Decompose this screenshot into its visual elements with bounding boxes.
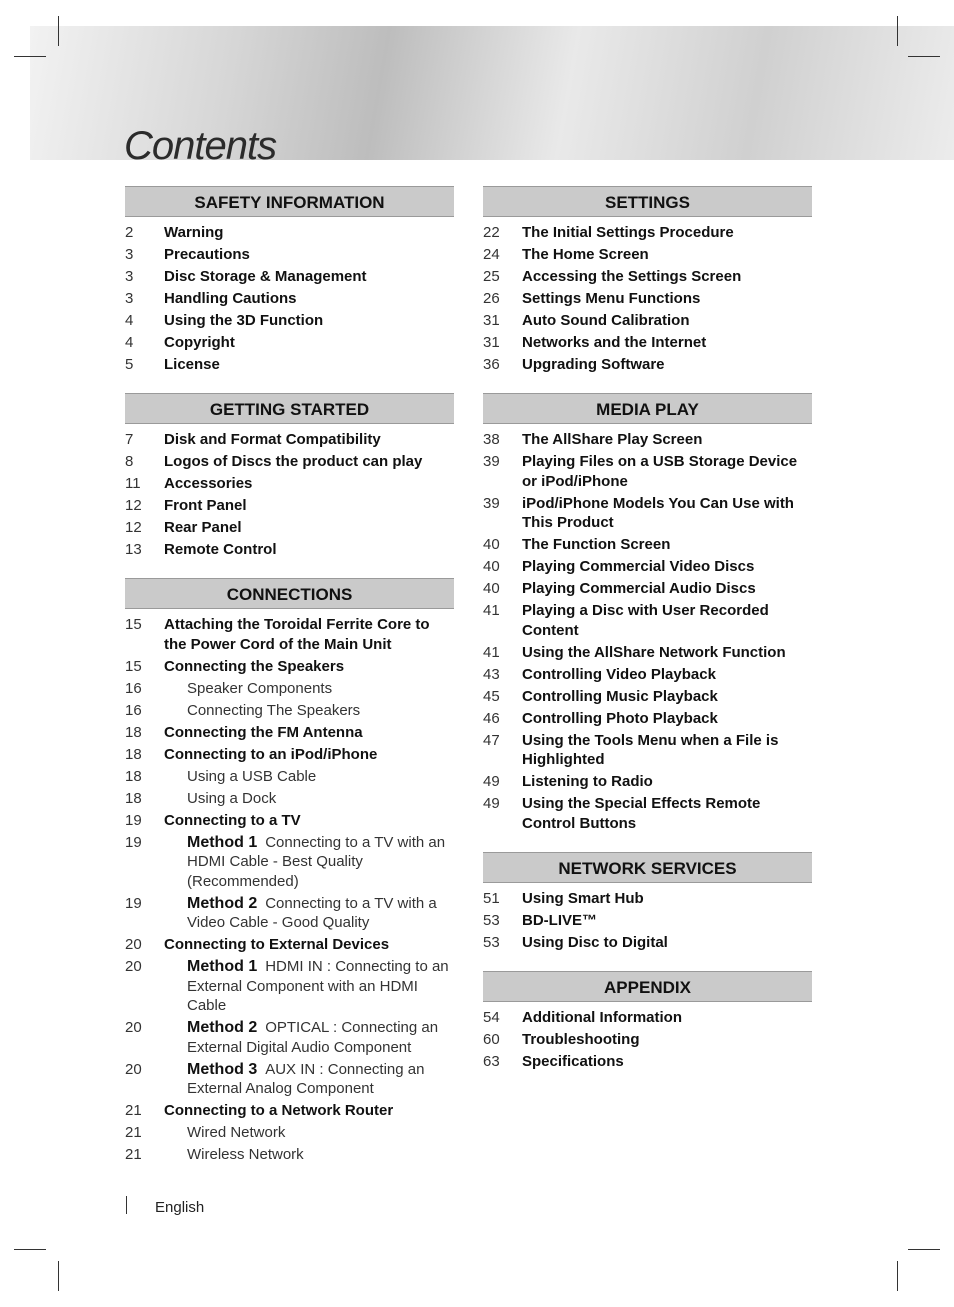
toc-entry xyxy=(125,430,454,450)
entry-title xyxy=(522,1030,812,1050)
page-number: 21 xyxy=(125,1102,142,1119)
crop-mark xyxy=(58,16,59,46)
entry-title xyxy=(522,794,812,833)
footer-divider xyxy=(126,1196,127,1214)
toc-entry xyxy=(483,267,812,287)
page-number: 21 xyxy=(125,1146,142,1163)
section-heading: MEDIA PLAY xyxy=(483,393,812,424)
page-number: 51 xyxy=(483,889,500,907)
entry-title xyxy=(164,333,454,353)
entry-title xyxy=(522,355,812,375)
entry-text: Auto Sound Calibration xyxy=(522,312,690,329)
toc-entry xyxy=(125,723,454,743)
entry-text: The Home Screen xyxy=(522,246,649,263)
entry-text: Using the Special Effects Remote Control Buttons xyxy=(522,795,761,832)
entry-text: Troubleshooting xyxy=(522,1030,640,1048)
page-number: 13 xyxy=(125,541,142,558)
toc-entry xyxy=(483,794,812,833)
page-number: 31 xyxy=(483,334,500,351)
page-number: 15 xyxy=(125,616,142,633)
page-number: 16 xyxy=(125,701,142,719)
toc-entry xyxy=(483,709,812,729)
method-label: Method 1 xyxy=(187,833,258,851)
section-heading: GETTING STARTED xyxy=(125,393,454,424)
entry-text: The AllShare Play Screen xyxy=(522,431,703,448)
entry-title xyxy=(164,540,454,560)
entry-text: Settings Menu Functions xyxy=(522,290,701,307)
entry-text: Wired Network xyxy=(187,1124,286,1141)
toc-entry xyxy=(483,535,812,555)
entry-text: Connecting to a TV xyxy=(164,811,301,829)
entry-title xyxy=(522,933,812,953)
toc-entry xyxy=(483,557,812,577)
section-safety-information xyxy=(125,186,454,393)
entry-text: Specifications xyxy=(522,1052,624,1070)
entry-text: Using Smart Hub xyxy=(522,889,644,907)
page-number: 21 xyxy=(125,1124,142,1141)
toc-entry xyxy=(125,540,454,560)
toc-list xyxy=(483,424,812,833)
toc-entry xyxy=(483,223,812,243)
toc-entry xyxy=(125,935,454,955)
page-number: 47 xyxy=(483,731,500,749)
entry-title xyxy=(164,518,454,538)
method-label: Method 3 xyxy=(187,1060,258,1078)
section-heading: APPENDIX xyxy=(483,971,812,1002)
entry-text: Controlling Photo Playback xyxy=(522,709,718,727)
page-number: 40 xyxy=(483,536,500,553)
entry-title xyxy=(164,496,454,516)
entry-text: The Initial Settings Procedure xyxy=(522,224,734,241)
toc-entry xyxy=(483,1008,812,1028)
toc-entry xyxy=(483,772,812,792)
crop-mark xyxy=(58,1261,59,1291)
toc-column-left xyxy=(125,186,454,1167)
toc-entry xyxy=(125,452,454,472)
entry-title xyxy=(522,452,812,491)
entry-text: Disk and Format Compatibility xyxy=(164,431,381,448)
entry-title xyxy=(522,535,812,555)
page-number: 53 xyxy=(483,911,500,929)
section-settings xyxy=(483,186,812,393)
entry-text: Playing Commercial Audio Discs xyxy=(522,580,756,597)
method-label: Method 2 xyxy=(187,894,258,912)
entry-text: Connecting The Speakers xyxy=(187,701,361,719)
section-heading: NETWORK SERVICES xyxy=(483,852,812,883)
page-number: 20 xyxy=(125,1060,142,1078)
entry-text: Connecting to a Network Router xyxy=(164,1102,394,1119)
crop-mark xyxy=(908,56,940,57)
toc-entry xyxy=(483,579,812,599)
section-appendix xyxy=(483,971,812,1072)
page-number: 40 xyxy=(483,558,500,575)
entry-title xyxy=(164,811,454,831)
entry-title xyxy=(522,772,812,792)
toc-entry xyxy=(125,679,454,699)
toc-entry xyxy=(483,289,812,309)
page-number: 20 xyxy=(125,936,142,953)
page-number: 12 xyxy=(125,497,142,514)
page-number: 4 xyxy=(125,334,134,351)
entry-text: AUX IN : Connecting an External Analog Component xyxy=(187,1060,425,1097)
toc-list xyxy=(483,883,812,953)
entry-text: Warning xyxy=(164,224,224,241)
toc-entry xyxy=(483,731,812,770)
entry-text: Playing Commercial Video Discs xyxy=(522,558,755,575)
toc-entry xyxy=(483,494,812,533)
page-number: 49 xyxy=(483,773,500,790)
page-number: 2 xyxy=(125,224,134,241)
entry-title xyxy=(522,557,812,577)
toc-entry xyxy=(125,518,454,538)
page-number: 26 xyxy=(483,290,500,307)
crop-mark xyxy=(908,1249,940,1250)
method-label: Method 2 xyxy=(187,1019,258,1036)
toc-entry xyxy=(125,267,454,287)
entry-title xyxy=(522,311,812,331)
entry-title xyxy=(164,789,454,809)
page-number: 18 xyxy=(125,745,142,763)
entry-title xyxy=(164,1060,454,1099)
page-number: 4 xyxy=(125,312,134,329)
toc-list xyxy=(125,424,454,560)
page-number: 41 xyxy=(483,643,500,661)
page-number: 43 xyxy=(483,665,500,683)
entry-title xyxy=(164,745,454,765)
entry-title xyxy=(164,430,454,450)
section-getting-started xyxy=(125,393,454,578)
toc-list xyxy=(125,609,454,1165)
crop-mark xyxy=(897,16,898,46)
entry-title xyxy=(164,311,454,331)
page-number: 39 xyxy=(483,494,500,512)
toc-entry xyxy=(125,289,454,309)
page-title: Contents xyxy=(124,124,277,168)
toc-entry xyxy=(125,355,454,375)
page-number: 3 xyxy=(125,246,134,263)
entry-title xyxy=(522,911,812,931)
entry-text: Using Disc to Digital xyxy=(522,933,668,951)
page-number: 53 xyxy=(483,933,500,951)
toc-entry xyxy=(125,701,454,721)
entry-text: Precautions xyxy=(164,246,250,263)
entry-text: Listening to Radio xyxy=(522,773,653,790)
entry-title xyxy=(164,657,454,677)
page-number: 15 xyxy=(125,657,142,675)
toc-entry xyxy=(125,894,454,933)
entry-text: Connecting the Speakers xyxy=(164,657,345,675)
page-number: 12 xyxy=(125,519,142,536)
entry-text: Handling Cautions xyxy=(164,290,297,307)
page-number: 8 xyxy=(125,453,134,470)
page-number: 22 xyxy=(483,224,500,241)
entry-title xyxy=(164,245,454,265)
entry-text: iPod/iPhone Models You Can Use with This Product xyxy=(522,494,794,531)
toc-entry xyxy=(483,245,812,265)
entry-title xyxy=(164,267,454,287)
toc-list xyxy=(483,217,812,375)
toc-entry xyxy=(125,1123,454,1143)
entry-title xyxy=(164,615,454,654)
entry-title xyxy=(164,1101,454,1121)
toc-entry xyxy=(483,889,812,909)
toc-entry xyxy=(125,311,454,331)
entry-title xyxy=(522,643,812,663)
entry-title xyxy=(164,474,454,494)
entry-text: Connecting to a TV with an HDMI Cable - Best Quality (Recommended) xyxy=(187,833,446,890)
toc-entry xyxy=(483,355,812,375)
entry-title xyxy=(522,731,812,770)
entry-title xyxy=(164,935,454,955)
entry-title xyxy=(522,665,812,685)
page-number: 19 xyxy=(125,811,142,829)
entry-title xyxy=(522,601,812,640)
page-number: 5 xyxy=(125,356,134,373)
footer-language: English xyxy=(155,1199,205,1216)
entry-text: License xyxy=(164,356,220,373)
page-number: 20 xyxy=(125,958,142,975)
entry-title xyxy=(522,687,812,707)
entry-text: Upgrading Software xyxy=(522,356,665,373)
page-number: 46 xyxy=(483,709,500,727)
entry-title xyxy=(522,709,812,729)
toc-entry xyxy=(125,474,454,494)
entry-title xyxy=(522,1052,812,1072)
entry-text: The Function Screen xyxy=(522,536,671,553)
page-number: 7 xyxy=(125,431,134,448)
page-number: 3 xyxy=(125,290,134,307)
section-heading: SAFETY INFORMATION xyxy=(125,186,454,217)
section-heading: CONNECTIONS xyxy=(125,578,454,609)
entry-text: Controlling Music Playback xyxy=(522,687,718,705)
entry-text: Using a Dock xyxy=(187,789,277,807)
entry-text: Playing Files on a USB Storage Device or iPod/iPhone xyxy=(522,453,798,490)
toc-entry xyxy=(125,496,454,516)
entry-text: Rear Panel xyxy=(164,519,242,536)
entry-title xyxy=(164,355,454,375)
entry-text: Using the 3D Function xyxy=(164,312,324,329)
entry-title xyxy=(164,833,454,892)
entry-text: Logos of Discs the product can play xyxy=(164,453,423,470)
entry-title xyxy=(164,452,454,472)
entry-title xyxy=(164,223,454,243)
entry-title xyxy=(522,245,812,265)
entry-title xyxy=(164,701,454,721)
entry-title xyxy=(522,1008,812,1028)
toc-entry xyxy=(483,911,812,931)
entry-text: Copyright xyxy=(164,334,235,351)
entry-title xyxy=(522,889,812,909)
page-number: 20 xyxy=(125,1019,142,1036)
entry-text: Using a USB Cable xyxy=(187,767,317,785)
entry-text: Connecting to External Devices xyxy=(164,936,390,953)
page-number: 18 xyxy=(125,789,142,807)
page-number: 49 xyxy=(483,795,500,812)
toc-list xyxy=(483,1002,812,1072)
toc-entry xyxy=(125,957,454,1016)
entry-text: HDMI IN : Connecting to an External Component with an HDMI Cable xyxy=(187,958,449,1014)
page-number: 39 xyxy=(483,453,500,470)
toc-entry xyxy=(125,1018,454,1057)
entry-title xyxy=(522,430,812,450)
toc-entry xyxy=(125,657,454,677)
entry-title xyxy=(164,679,454,699)
toc-entry xyxy=(483,1052,812,1072)
entry-title xyxy=(164,289,454,309)
page-number: 19 xyxy=(125,894,142,912)
page-number: 63 xyxy=(483,1052,500,1070)
page-number: 3 xyxy=(125,268,134,285)
toc-entry xyxy=(125,1145,454,1165)
page-number: 60 xyxy=(483,1030,500,1048)
toc-column-right xyxy=(483,186,812,1074)
toc-entry xyxy=(483,643,812,663)
entry-title xyxy=(164,1123,454,1143)
entry-title xyxy=(522,289,812,309)
page-number: 54 xyxy=(483,1008,500,1026)
page-number: 18 xyxy=(125,723,142,741)
toc-entry xyxy=(483,1030,812,1050)
toc-entry xyxy=(483,452,812,491)
method-label: Method 1 xyxy=(187,958,258,975)
toc-entry xyxy=(125,245,454,265)
entry-text: Accessing the Settings Screen xyxy=(522,268,742,285)
entry-text: Front Panel xyxy=(164,497,247,514)
entry-title xyxy=(164,723,454,743)
toc-entry xyxy=(125,811,454,831)
section-connections xyxy=(125,578,454,1165)
entry-title xyxy=(522,223,812,243)
page-number: 24 xyxy=(483,246,500,263)
page-number: 19 xyxy=(125,833,142,851)
page-number: 41 xyxy=(483,602,500,619)
page-number: 36 xyxy=(483,356,500,373)
section-network-services xyxy=(483,852,812,971)
entry-text: Connecting to a TV with a Video Cable - Good Quality xyxy=(187,894,437,931)
page-number: 38 xyxy=(483,431,500,448)
crop-mark xyxy=(14,56,46,57)
toc-entry xyxy=(483,601,812,640)
entry-text: Connecting the FM Antenna xyxy=(164,723,363,741)
entry-title xyxy=(164,767,454,787)
toc-entry xyxy=(125,789,454,809)
toc-entry xyxy=(483,311,812,331)
toc-entry xyxy=(483,665,812,685)
entry-text: Accessories xyxy=(164,475,253,492)
entry-title xyxy=(164,1018,454,1057)
toc-entry xyxy=(125,1060,454,1099)
crop-mark xyxy=(14,1249,46,1250)
entry-title xyxy=(164,894,454,933)
entry-text: Additional Information xyxy=(522,1008,682,1026)
toc-entry xyxy=(483,333,812,353)
section-heading: SETTINGS xyxy=(483,186,812,217)
page-number: 25 xyxy=(483,268,500,285)
entry-text: Disc Storage & Management xyxy=(164,268,367,285)
toc-entry xyxy=(125,745,454,765)
section-media-play xyxy=(483,393,812,852)
entry-title xyxy=(164,1145,454,1165)
page-number: 11 xyxy=(125,475,141,492)
toc-entry xyxy=(483,933,812,953)
toc-entry xyxy=(483,430,812,450)
toc-entry xyxy=(483,687,812,707)
entry-text: Wireless Network xyxy=(187,1146,304,1163)
entry-text: Controlling Video Playback xyxy=(522,665,716,683)
entry-text: Connecting to an iPod/iPhone xyxy=(164,745,378,763)
page-number: 40 xyxy=(483,580,500,597)
entry-text: BD-LIVE™ xyxy=(522,911,597,929)
page-number: 16 xyxy=(125,679,142,697)
toc-entry xyxy=(125,333,454,353)
page-number: 45 xyxy=(483,687,500,705)
toc-entry xyxy=(125,767,454,787)
crop-mark xyxy=(897,1261,898,1291)
toc-entry xyxy=(125,1101,454,1121)
entry-text: Playing a Disc with User Recorded Content xyxy=(522,602,769,639)
entry-text: OPTICAL : Connecting an External Digital Audio Component xyxy=(187,1019,439,1056)
entry-text: Speaker Components xyxy=(187,679,333,697)
entry-text: Using the AllShare Network Function xyxy=(522,643,786,661)
toc-entry xyxy=(125,833,454,892)
entry-text: Remote Control xyxy=(164,541,277,558)
entry-title xyxy=(522,579,812,599)
entry-text: Using the Tools Menu when a File is Highlighted xyxy=(522,731,779,768)
page-number: 31 xyxy=(483,312,500,329)
toc-entry xyxy=(125,223,454,243)
toc-list xyxy=(125,217,454,375)
toc-entry xyxy=(125,615,454,654)
entry-title xyxy=(522,494,812,533)
entry-text: Attaching the Toroidal Ferrite Core to the Power Cord of the Main Unit xyxy=(164,616,430,653)
page-number: 18 xyxy=(125,767,142,785)
entry-title xyxy=(522,267,812,287)
entry-title xyxy=(164,957,454,1016)
entry-text: Networks and the Internet xyxy=(522,334,707,351)
entry-title xyxy=(522,333,812,353)
